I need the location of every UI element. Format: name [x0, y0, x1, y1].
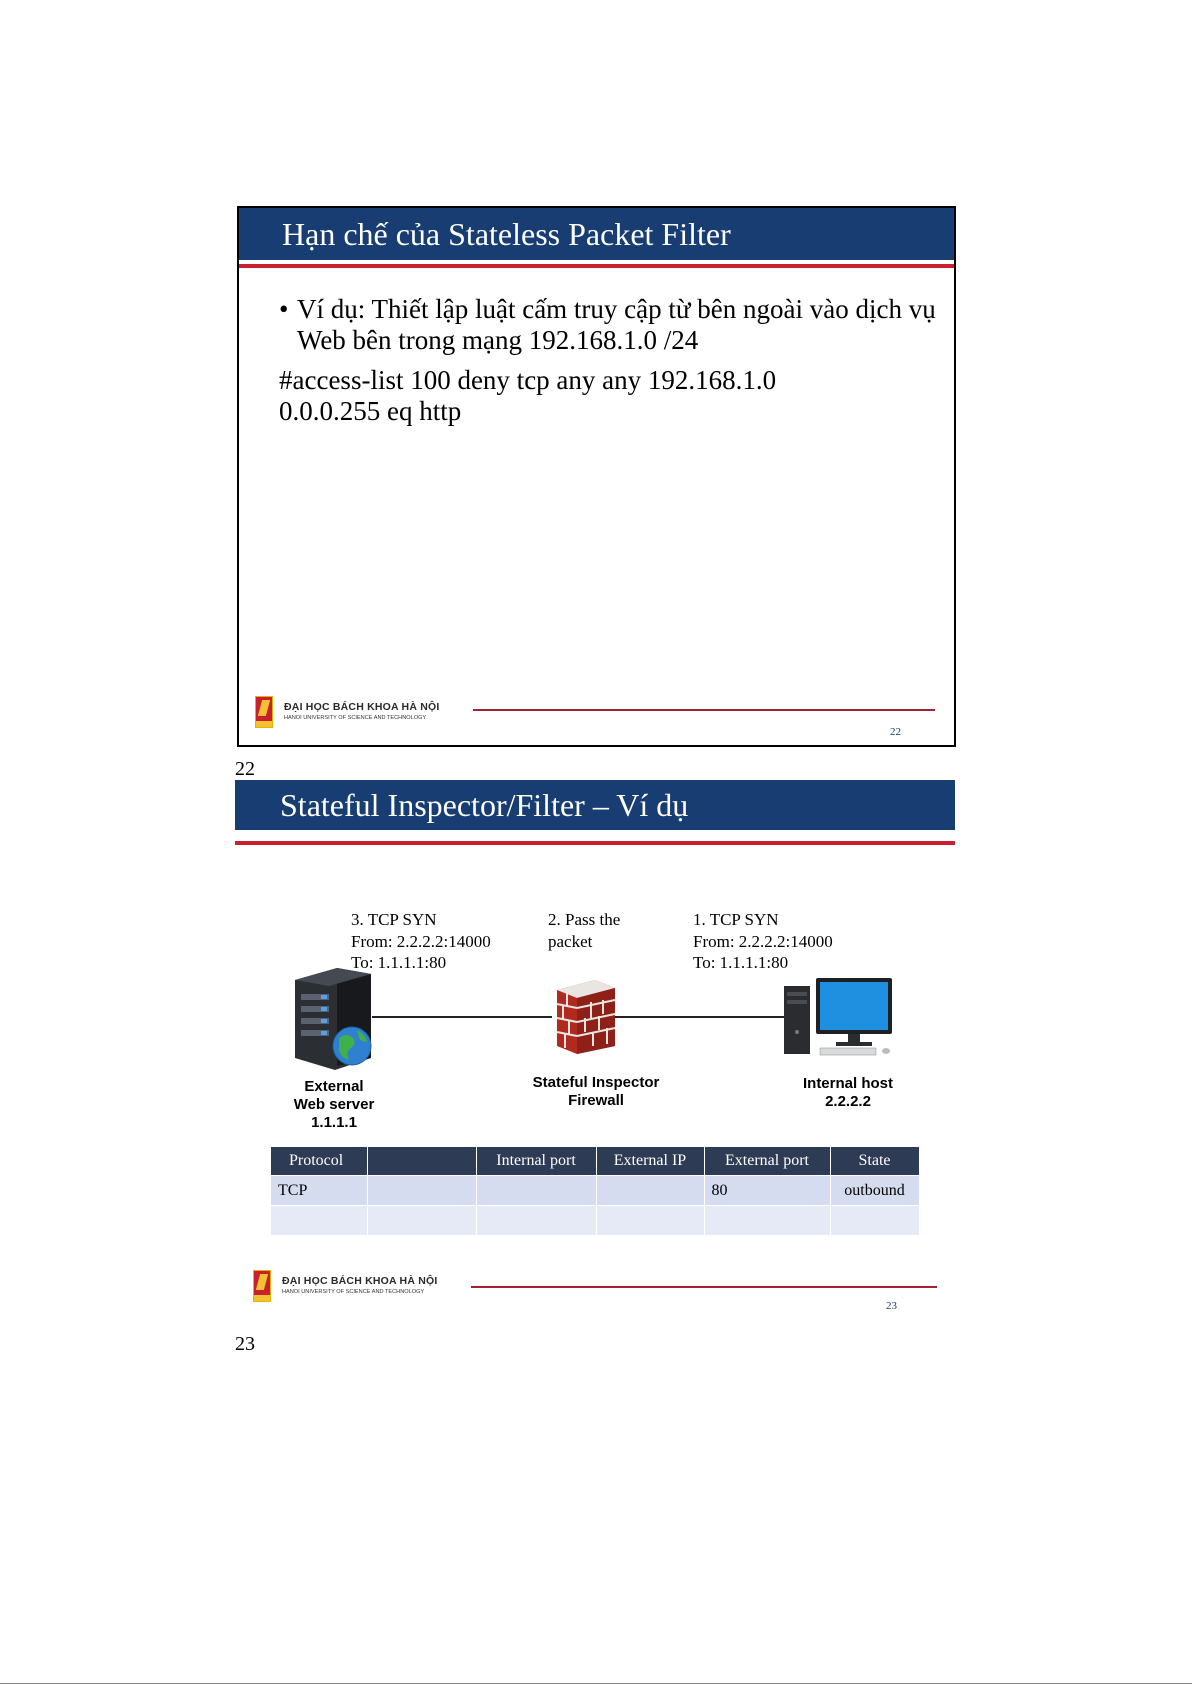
link-server-firewall: [372, 1016, 552, 1018]
table-header-row: [271, 1147, 919, 1176]
university-name-en: HANOI UNIVERSITY OF SCIENCE AND TECHNOLOGY: [282, 1289, 425, 1295]
slide-footer: [255, 696, 935, 736]
university-name-en: HANOI UNIVERSITY OF SCIENCE AND TECHNOLOGY: [284, 715, 427, 721]
server-label: External Web server 1.1.1.1: [293, 1078, 375, 1131]
table-row: TCP 80 outbound: [271, 1176, 919, 1206]
page-number: 23: [235, 1333, 255, 1355]
slide-number: 22: [890, 726, 901, 738]
internal-host-icon: [780, 976, 910, 1056]
university-name: ĐẠI HỌC BÁCH KHOA HÀ NỘI: [282, 1275, 438, 1287]
col-blank: [367, 1147, 476, 1176]
page-bottom-rule: [0, 1683, 1192, 1684]
title-underline: [239, 264, 954, 268]
table-row: [271, 1206, 919, 1236]
firewall-label: Stateful Inspector Firewall: [532, 1074, 660, 1109]
footer-rule: [471, 1286, 937, 1288]
col-external-ip: External IP: [596, 1147, 704, 1176]
university-logo: [253, 1270, 271, 1302]
slide-number: 23: [886, 1300, 897, 1312]
bullet-item: [279, 294, 939, 356]
title-underline: [235, 841, 955, 845]
col-internal-port: Internal port: [476, 1147, 596, 1176]
university-name: ĐẠI HỌC BÁCH KHOA HÀ NỘI: [284, 701, 440, 713]
slide-title: Stateful Inspector/Filter – Ví dụ: [280, 787, 689, 823]
link-firewall-host: [614, 1016, 784, 1018]
col-external-port: External port: [704, 1147, 830, 1176]
slide-footer: [253, 1270, 933, 1310]
university-logo: [255, 696, 273, 728]
page-number: 22: [235, 758, 255, 780]
acl-line-2: 0.0.0.255 eq http: [279, 396, 462, 426]
step2-label: 2. Pass the packet: [548, 910, 621, 951]
step1-label: 1. TCP SYN From: 2.2.2.2:14000 To: 1.1.1.1:80: [693, 910, 833, 972]
bullet-text: Ví dụ: Thiết lập luật cấm truy cập từ bên ngoài vào dịch vụ Web bên trong mạng 192.168.1.0 /24: [297, 294, 936, 355]
firewall-icon: [555, 976, 617, 1056]
slide-22: [237, 206, 956, 747]
footer-rule: [473, 709, 935, 711]
slide-title-bar: [239, 208, 954, 260]
state-table: [271, 1147, 920, 1235]
host-label: Internal host 2.2.2.2: [802, 1075, 893, 1110]
bullet-dot: •: [279, 294, 289, 324]
col-protocol: Protocol: [271, 1147, 367, 1176]
acl-line-1: #access-list 100 deny tcp any any 192.168.1.0: [279, 365, 777, 395]
acl-command: [279, 365, 919, 427]
col-state: State: [830, 1147, 919, 1176]
step3-label: 3. TCP SYN From: 2.2.2.2:14000 To: 1.1.1.1:80: [351, 910, 491, 972]
slide-title: Hạn chế của Stateless Packet Filter: [282, 216, 731, 252]
slide-title-bar: [235, 780, 955, 830]
web-server-icon: [291, 966, 373, 1072]
